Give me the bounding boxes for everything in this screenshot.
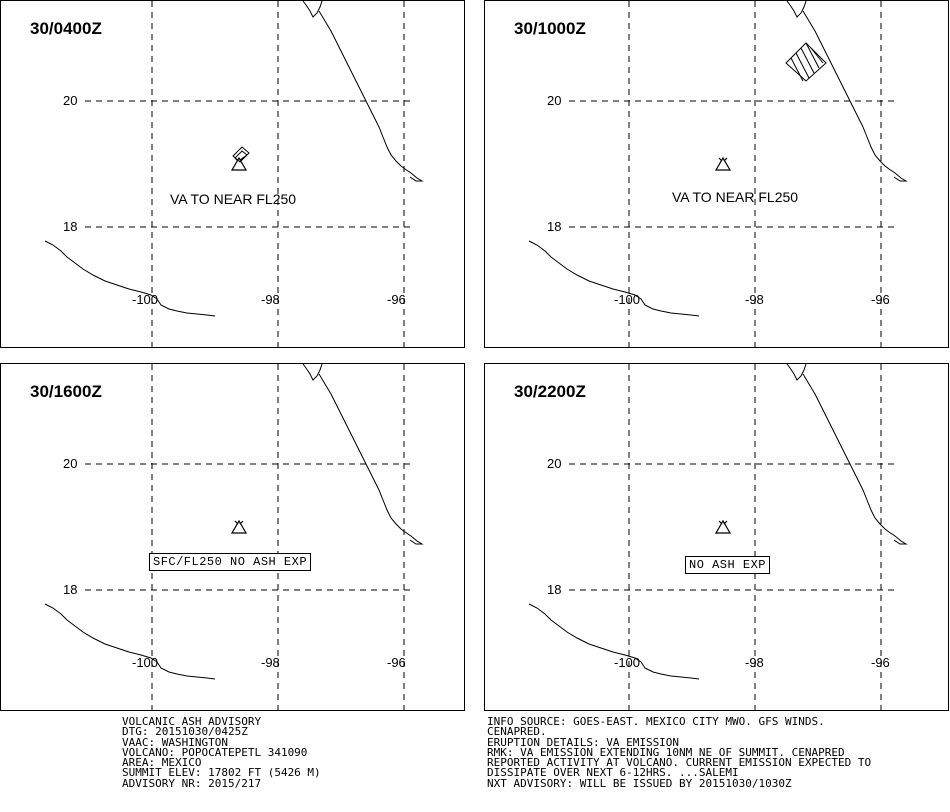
forecast-panel-1000z [484,0,949,348]
advisory-line: VOLCANIC ASH ADVISORY [122,715,262,728]
lat-label-18: 18 [63,582,78,597]
forecast-panel-2200z [484,363,949,711]
lon-label-96: -96 [871,655,890,670]
advisory-line: AREA: MEXICO [122,756,202,770]
panel-time-label: 30/1000Z [514,19,586,38]
lat-label-18: 18 [547,582,562,597]
lon-label-100: -100 [132,655,159,670]
lon-label-98: -98 [745,292,764,307]
va-text: VA TO NEAR FL250 [672,189,799,205]
lat-label-20: 20 [63,456,78,471]
advisory-header-block [122,717,321,789]
panel-time-label: 30/0400Z [30,19,102,38]
advisory-line: DTG: 20151030/0425Z [122,725,248,739]
advisory-details-block [487,717,871,789]
advisory-line: VOLCANO: POPOCATEPETL 341090 [122,745,308,759]
advisory-line: ERUPTION DETAILS: VA EMISSION [487,735,680,749]
panel-time-label: 30/1600Z [30,382,102,401]
lon-label-98: -98 [261,655,280,670]
lon-label-96: -96 [387,655,406,670]
va-text: VA TO NEAR FL250 [170,191,297,207]
lat-label-20: 20 [547,93,562,108]
lat-label-18: 18 [547,219,562,234]
lon-label-96: -96 [387,292,406,307]
lon-label-98: -98 [745,655,764,670]
lat-label-20: 20 [63,93,78,108]
forecast-panel-1600z [0,363,465,711]
advisory-line: RMK: VA EMISSION EXTENDING 10NM NE OF SUMMIT. CENAPRED [487,745,845,759]
advisory-line: SUMMIT ELEV: 17802 FT (5426 M) [122,766,321,780]
volcano-icon [232,521,246,533]
ash-cloud-polygon [786,43,826,81]
advisory-line: NXT ADVISORY: WILL BE ISSUED BY 20151030/1030Z [487,776,792,790]
lon-label-100: -100 [614,655,641,670]
forecast-panel-0400z [0,0,465,348]
advisory-line: ADVISORY NR: 2015/217 [122,776,262,790]
no-ash-box: NO ASH EXP [685,556,770,574]
volcano-icon [716,158,730,170]
no-ash-box: SFC/FL250 NO ASH EXP [149,553,311,571]
lat-label-18: 18 [63,219,78,234]
panel-time-label: 30/2200Z [514,382,586,401]
advisory-line: REPORTED ACTIVITY AT VOLCANO. CURRENT EMISSION EXPECTED TO [487,756,872,770]
lat-label-20: 20 [547,456,562,471]
lon-label-96: -96 [871,292,890,307]
lon-label-98: -98 [261,292,280,307]
advisory-line: INFO SOURCE: GOES-EAST. MEXICO CITY MWO. GFS WINDS. [487,715,825,728]
advisory-line: VAAC: WASHINGTON [122,735,228,749]
advisory-line: CENAPRED. [487,725,547,739]
lon-label-100: -100 [614,292,641,307]
advisory-line: DISSIPATE OVER NEXT 6-12HRS. ...SALEMI [487,766,739,780]
volcano-icon [716,521,730,533]
lon-label-100: -100 [132,292,159,307]
